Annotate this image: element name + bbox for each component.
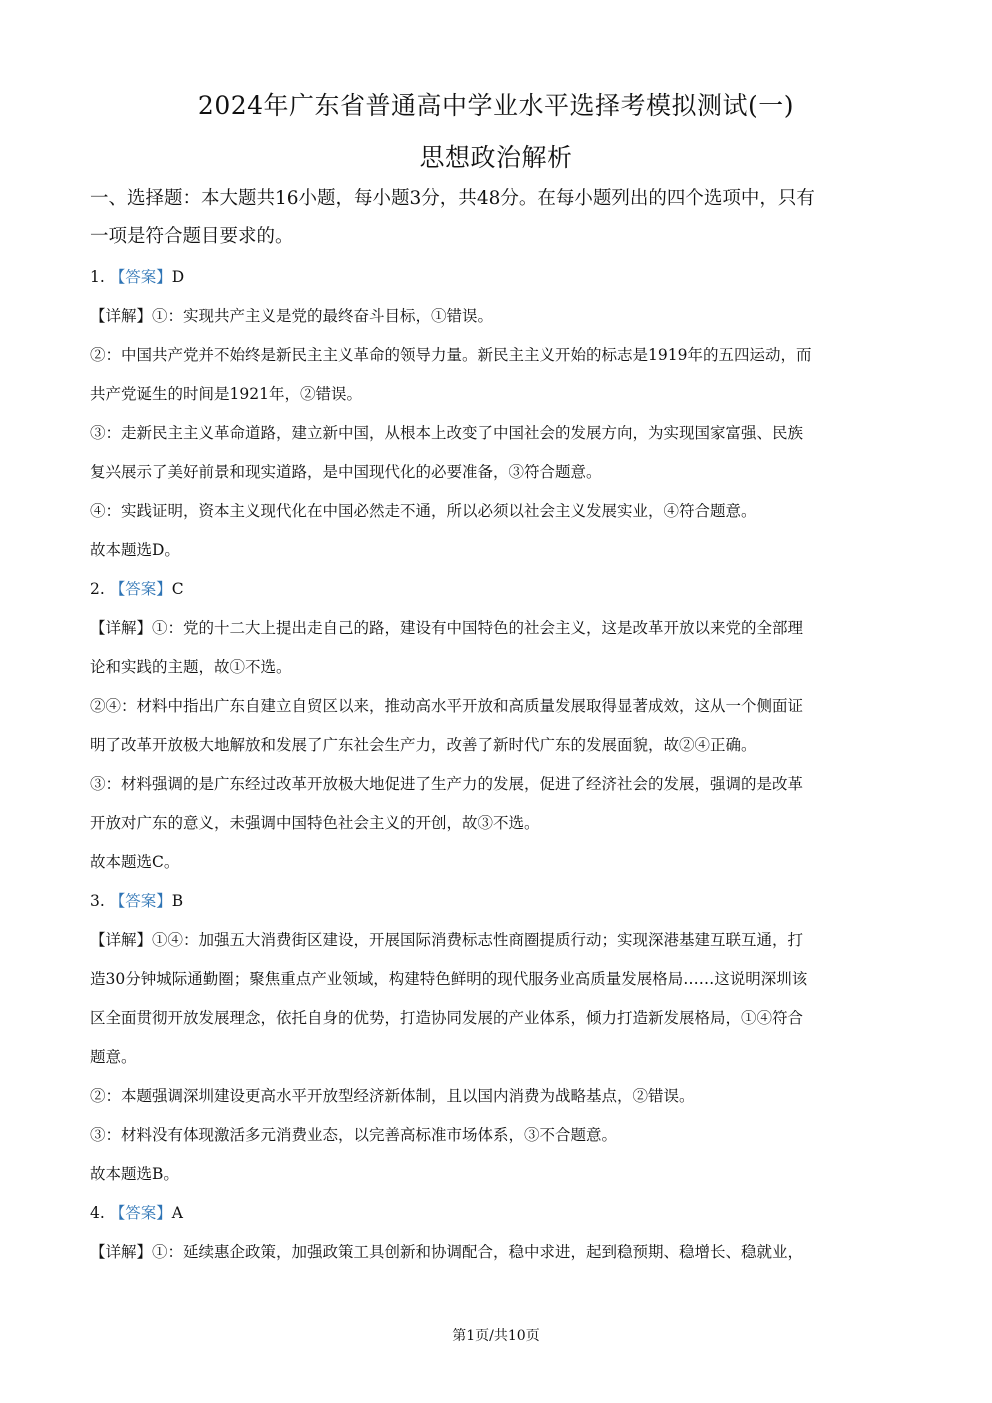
question-number: 3.	[90, 892, 110, 910]
explanation-line: 【详解】①：延续惠企政策，加强政策工具创新和协调配合，稳中求进，起到稳预期、稳增长、稳就业，	[90, 1243, 804, 1261]
explanation-line: 开放对广东的意义，未强调中国特色社会主义的开创，故③不选。	[90, 814, 540, 832]
answer-letter: A	[171, 1204, 183, 1222]
question-number: 2.	[90, 580, 110, 598]
explanation-line: 【详解】①：实现共产主义是党的最终奋斗目标，①错误。	[90, 307, 494, 325]
answer-line	[90, 267, 905, 287]
answer-tag: 【答案】	[109, 268, 172, 286]
explanation-line: ②④：材料中指出广东自建立自贸区以来，推动高水平开放和高质量发展取得显著成效，这从一个侧面证	[90, 697, 804, 715]
answer-tag: 【答案】	[109, 1204, 172, 1222]
section-heading-line-1: 一、选择题：本大题共16小题，每小题3分，共48分。在每小题列出的四个选项中，只有	[90, 188, 815, 209]
document-title: 2024年广东省普通高中学业水平选择考模拟测试(一)	[197, 91, 795, 120]
explanation-line: 明了改革开放极大地解放和发展了广东社会生产力，改善了新时代广东的发展面貌，故②④正确。	[90, 736, 757, 754]
explanation-line: 造30分钟城际通勤圈；聚焦重点产业领域，构建特色鲜明的现代服务业高质量发展格局……这说明深圳该	[90, 970, 808, 988]
explanation-line: 共产党诞生的时间是1921年，②错误。	[90, 385, 362, 403]
page-number: 第1页/共10页	[452, 1328, 540, 1344]
answer-line	[90, 579, 905, 599]
explanation-line: 故本题选B。	[90, 1165, 179, 1183]
answer-tag: 【答案】	[109, 580, 172, 598]
explanation-line: ③：材料强调的是广东经过改革开放极大地促进了生产力的发展，促进了经济社会的发展，强调的是改革	[90, 775, 804, 793]
explanation-line: 故本题选D。	[90, 541, 180, 559]
document-subtitle: 思想政治解析	[419, 143, 573, 172]
explanation-line: ③：材料没有体现激活多元消费业态，以完善高标准市场体系，③不合题意。	[90, 1126, 618, 1144]
question-number: 4.	[90, 1204, 110, 1222]
answer-letter: B	[171, 892, 184, 910]
explanation-line: ③：走新民主主义革命道路，建立新中国，从根本上改变了中国社会的发展方向，为实现国家富强、民族	[90, 424, 804, 442]
explanation-line: 论和实践的主题，故①不选。	[90, 658, 292, 676]
question-number: 1.	[90, 268, 110, 286]
answer-letter: C	[171, 580, 184, 598]
explanation-line: 复兴展示了美好前景和现实道路，是中国现代化的必要准备，③符合题意。	[90, 463, 602, 481]
explanation-line: 区全面贯彻开放发展理念，依托自身的优势，打造协同发展的产业体系，倾力打造新发展格局，①④符合	[90, 1009, 804, 1027]
explanation-line: 题意。	[90, 1048, 137, 1066]
explanation-line: ④：实践证明，资本主义现代化在中国必然走不通，所以必须以社会主义发展实业，④符合题意。	[90, 502, 757, 520]
explanation-line: ②：本题强调深圳建设更高水平开放型经济新体制，且以国内消费为战略基点，②错误。	[90, 1087, 695, 1105]
explanation-line: 故本题选C。	[90, 853, 180, 871]
answer-letter: D	[171, 268, 185, 286]
answer-line	[90, 1203, 905, 1223]
answer-line	[90, 891, 905, 911]
explanation-line: ②：中国共产党并不始终是新民主主义革命的领导力量。新民主主义开始的标志是1919年的五四运动，而	[90, 346, 812, 364]
answer-tag: 【答案】	[109, 892, 172, 910]
section-heading-line-2: 一项是符合题目要求的。	[90, 226, 294, 247]
explanation-line: 【详解】①④：加强五大消费街区建设，开展国际消费标志性商圈提质行动；实现深港基建互联互通，打	[90, 931, 804, 949]
explanation-line: 【详解】①：党的十二大上提出走自己的路，建设有中国特色的社会主义，这是改革开放以来党的全部理	[90, 619, 804, 637]
